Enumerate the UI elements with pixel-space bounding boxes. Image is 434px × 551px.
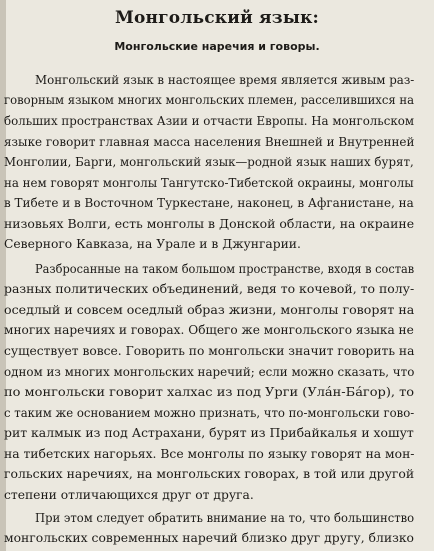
text-line-9: Северного Кавказа, на Урале и в Джунгарии. xyxy=(4,237,301,251)
page-title: Монгольский язык: xyxy=(114,8,320,28)
text-line-4: языке говорит главная масса населения Внешней и Внутренней xyxy=(4,135,415,149)
text-line-1: Монгольский язык в настоящее время является живым раз- xyxy=(35,73,415,87)
text-line-23: монгольских современных наречий близко друг другу, близко xyxy=(4,531,414,545)
text-line-10: Разбросанные на таком большом пространстве, входя в состав xyxy=(35,262,415,276)
text-line-7: в Тибете и в Восточном Туркестане, наконец, в Афганистане, на xyxy=(4,196,414,210)
text-line-19: на тибетских нагорьях. Все монголы по языку говорят на мон- xyxy=(4,447,415,461)
text-line-20: гольских наречиях, на монгольских говорах, в той или другой xyxy=(4,467,415,481)
text-line-5: Монголии, Барги, монгольский язык—родной язык наших бурят, xyxy=(4,155,414,169)
text-line-14: существует вовсе. Говорить по монгольски значит говорить на xyxy=(4,344,415,358)
text-line-22: При этом следует обратить внимание на то, что большинство xyxy=(35,511,415,525)
text-line-6: на нем говорят монголы Тангутско-Тибетской окраины, монголы xyxy=(4,176,414,190)
text-line-3: больших пространствах Азии и отчасти Европы. На монгольском xyxy=(4,114,415,128)
text-line-12: оседлый и совсем оседлый образ жизни, монголы говорят на xyxy=(4,303,415,317)
text-line-2: говорным языком многих монгольских племен, расселившихся на xyxy=(4,93,415,107)
text-line-17: с таким же основанием можно признать, что по-монгольски гово- xyxy=(4,406,415,420)
page-subtitle: Монгольские наречия и говоры. xyxy=(114,40,320,53)
text-line-18: рит калмык из под Астрахани, бурят из Прибайкалья и хошут xyxy=(4,426,414,440)
text-line-11: разных политических объединений, ведя то кочевой, то полу- xyxy=(4,282,415,296)
text-line-8: низовьях Волги, есть монголы в Донской области, на окраине xyxy=(4,217,415,231)
text-line-13: многих наречиях и говорах. Общего же монгольского языка не xyxy=(4,323,414,337)
text-line-15: одном из многих монгольских наречий; если можно сказать, что xyxy=(4,365,415,379)
text-line-16: по монгольски говорит халхас из под Урги (Улáн-Бáгор), то xyxy=(4,385,415,399)
text-line-21: степени отличающихся друг от друга. xyxy=(4,488,254,502)
